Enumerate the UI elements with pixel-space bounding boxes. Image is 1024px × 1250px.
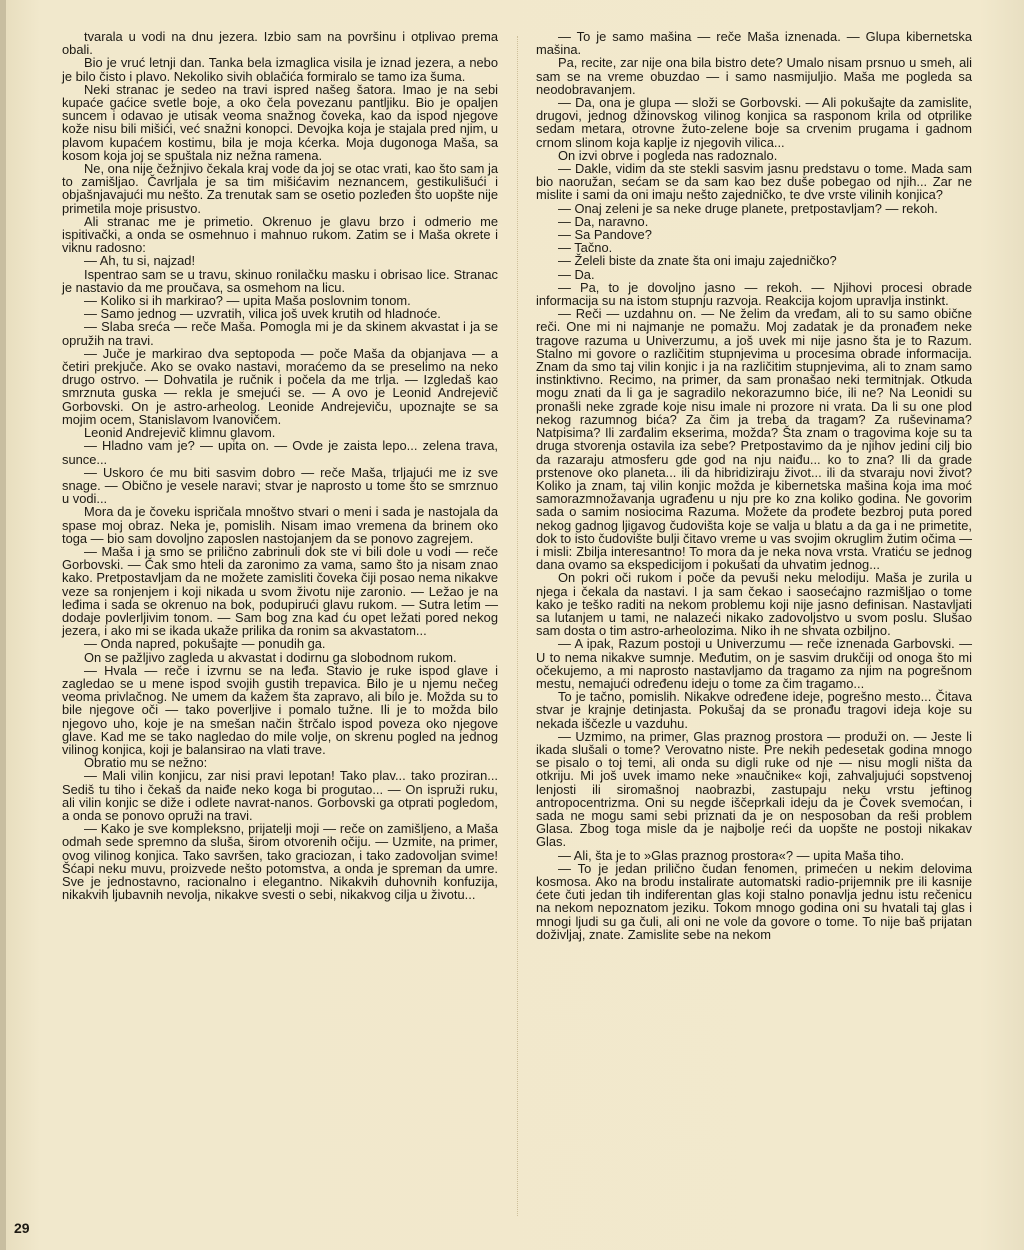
paragraph: — Ah, tu si, najzad! [84,253,196,269]
column-divider [517,36,518,1216]
paragraph: — Uzmimo, na primer, Glas praznog prostora — produži on. — Jeste li ikada slušali o tome? Verovatno niste. Pre nekih pedesetak godina mnogo se pisalo o toj temi, ali onda su digli ruke od nje — nisu mogli ništa da otkriju. Mi još uvek imamo neke »naučnike« koji, zahvaljujući sopstvenoj lenjosti ili siromašnoj naobrazbi, zastupaju neku vrstu jeftinog antropocentrizma. Oni su negde iščeprkali ideju da je Čovek svemoćan, i sada ne mogu sami sebi priznati da je on nesposoban da reši problem Glasa. Zbog toga misle da je najbolje reći da uopšte ne postoji nikakav Glas. [536,728,972,850]
paragraph: — Da. [558,266,595,282]
paragraph: — Koliko si ih markirao? — upita Maša poslovnim tonom. [84,293,411,309]
right-column [536,30,972,941]
paragraph: — Hvala — reče i izvrnu se na leđa. Stavio je ruke ispod glave i zagledao se u mene ispod svojih gustih trepavica. Bilo je u njemu nečeg veoma privlačnog. Ne umem da kažem šta zapravo, ali bilo je. Možda su to bile njegove oči — tako poverljive i pomalo tužne. Ili je to možda bilo njegovo uho, koje je na smešan način štrčalo ispod poveza oko njegove glave. Kad me se tako nagledao do mile volje, on skrenu pogled na jednog vilinog konjica, koji je balansirao na vlati trave. [62,662,498,757]
paragraph: tvarala u vodi na dnu jezera. Izbio sam na površinu i otplivao prema obali. [62,29,498,58]
paragraph: — Uskoro će mu biti sasvim dobro — reče Maša, trljajući me iz sve snage. — Obično je vesele naravi; stvar je naprosto u tome što se smrznuo u vodi... [62,464,498,507]
paragraph: — Samo jednog — uzvratih, vilica još uvek krutih od hladnoće. [84,306,441,322]
paragraph: — Pa, to je dovoljno jasno — rekoh. — Njihovi procesi obrade informacija su na istom stupnju razvoja. Reakcija kojom upravlja instinkt. [536,279,972,309]
paragraph: — To je jedan prilično čudan fenomen, primećen u nekim delovima kosmosa. Ako na brodu instalirate automatski radio-prijemnik pre ili kasnije ćete čuti jedan tih indiferentan glas koji stalno ponavlja jednu istu rečenicu na nekom nepoznatom jeziku. Tokom mnogo godina oni su hvatali taj glas i mnogi ljudi su ga čuli, ali oni ne vole da govore o tome. To nije baš prijatan doživljaj, znate. Zamislite sebe na nekom [536,860,972,942]
paragraph: — Juče je markirao dva septopoda — poče Maša da objanjava — a četiri prekjuče. Ako se ovako nastavi, moraćemo da se preselimo na neko drugo ostrvo. — Dohvatila je ručnik i počela da me trlja. — Izgledaš kao smrznuta guska — rekla je smejući se. — A ovo je Leonid Andrejevič Gorbovski. On je astro-arheolog. Leonide Andrejeviču, upoznajte se sa mojim ocem, Stanislavom Ivanovičem. [62,345,498,427]
paragraph: — A ipak, Razum postoji u Univerzumu — reče iznenada Garbovski. — U to nema nikakve sumnje. Međutim, on je sasvim drukčiji od onoga što mi očekujemo, a mi naprosto nastavljamo da tragamo za njim na pogrešnom mestu, nemajući određenu ideju o tome za čim tragamo... [536,636,972,691]
paragraph: Bio je vruć letnji dan. Tanka bela izmaglica visila je iznad jezera, a nebo je bilo čisto i plavo. Nekoliko sivih oblačića formiralo se tamo iza šuma. [62,55,498,84]
paragraph: — Maša i ja smo se prilično zabrinuli dok ste vi bili dole u vodi — reče Gorbovski. — Čak smo hteli da zaronimo za vama, samo što ja nisam znao kako. Pretpostavljam da ne možete zamisliti čoveka čiji posao nema nikakve veze sa ronjenjem i koji nikada u svom životu nije zaronio. — Ležao je na leđima i sada se okrenuo na bok, podupirući glavu rukom. — Sutra letim — dodaje povlerljivim tonom. — Sam bog zna kad ću opet ležati pored nekog jezera, i ako mi se ikada ukaže prilika da ronim sa akvastatom... [62,543,498,639]
left-column [62,30,498,901]
paragraph: Obratio mu se nežno: [84,755,208,771]
paragraph: — Ali, šta je to »Glas praznog prostora«? — upita Maša tiho. [558,847,905,863]
paragraph: To je tačno, pomislih. Nikakve određene ideje, pogrešno mesto... Čitava stvar je krajnje detinjasta. Pokušaj da se pronađu tragovi ideja koje su nekada iščezle u vazduhu. [536,689,972,731]
paragraph: Ne, ona nije čežnjivo čekala kraj vode da joj se otac vrati, kao što sam ja to zamišljao. Čavrljala je sa tim mišićavim neznancem, gestikulišući i objašnjavajući mu nešto. Za trenutak sam se osetio pozleđen što uopšte nije primetila moje prisustvo. [62,161,498,216]
paragraph: — Želeli biste da znate šta oni imaju zajedničko? [558,253,837,269]
paragraph: — Hladno vam je? — upita on. — Ovde je zaista lepo... zelena trava, sunce... [62,438,498,467]
paragraph: — Dakle, vidim da ste stekli sasvim jasnu predstavu o tome. Mada sam bio naoružan, sećam se da sam kao bez duše pobegao od njih... Zar ne mislite i sami da oni imaju nešto zajedničko, te dve vrste vilinih konjica? [536,161,972,203]
page-number: 29 [14,1220,30,1236]
paragraph: Ali stranac me je primetio. Okrenuo je glavu brzo i odmerio me ispitivački, a onda se osmehnuo i mahnuo rukom. Zatim se i Maša okrete i viknu radosno: [62,213,498,256]
paragraph: — Slaba sreća — reče Maša. Pomogla mi je da skinem akvastat i ja se opružih na travi. [62,319,498,348]
paragraph: — Da, naravno. [558,213,649,229]
paragraph: Pa, recite, zar nije ona bila bistro dete? Umalo nisam prsnuo u smeh, ali sam se na vreme obuzdao — i samo nasmijuljio. Maša me pogleda sa neodobravanjem. [536,55,972,97]
paragraph: — Sa Pandove? [558,227,652,243]
paragraph: — Mali vilin konjicu, zar nisi pravi lepotan! Tako plav... tako proziran... Sediš tu tiho i čekaš da naiđe neko koga bi progutao... — On ispruži ruku, ali vilin konjic se diže i odlete navrat-nanos. Gorbovski ga otprati pogledom, a onda se ponovo opruži na travi. [62,768,498,823]
paragraph: Neki stranac je sedeo na travi ispred našeg šatora. Imao je na sebi kupaće gaćice svetle boje, a oko čela povezanu pantljiku. Bio je opaljen suncem i odavao je utisak veoma snažnog čoveka, kao da ispod njegove kože nisu bili mišići, već snažni konopci. Devojka koja je stajala pred njim, u plavom kupaćem kostimu, bila je moja kćerka. Moja dugonoga Maša, sa kosom koja joj se spuštala niz nežna ramena. [62,81,498,163]
paragraph: Mora da je čoveku ispričala mnoštvo stvari o meni i sada je nastojala da spase moj obraz. Neka je, pomislih. Nisam imao vremena da brinem oko toga — bio sam dovoljno zaposlen nastojanjem da se ponovo zagrejem. [62,504,498,546]
paragraph: — Da, ona je glupa — složi se Gorbovski. — Ali pokušajte da zamislite, drugovi, jednog džinovskog vilinog konjica sa rasponom krila od otprilike sedam metara, otrovne žuto-zelene boje sa crvenim prugama i gadnom crnom slinom koja kaplje iz njegovih vilica... [536,95,972,150]
paragraph: — Reči — uzdahnu on. — Ne želim da vređam, ali to su samo obične reči. One mi ni najmanje ne pomažu. Moj zadatak je da pronađem neke tragove razuma u Univerzumu, a još uvek mi nije jasno šta je to Razum. Stalno mi govore o različitim stupnjevima u procesima obrade informacija. Znam da smo taj vilin konjic i ja na različitim stupnjevima, ali to znam samo instinktivno. Recimo, na primer, da sam pronašao neki termitnjak. Otkuda mogu znati da li ga je sagradilo nekorazumno biće, ili ne? Na Leonidi su pronašli neke zgrade koje nisu imale ni prozore ni vrata. Da li su one plod nekog razumnog bića? Za čim ja treba da tragam? Za ruševinama? Natpisima? Ili zarđalim ekserima, možda? Šta znam o tragovima koje su ta druga stvorenja ostavila iza sebe? Pretpostavimo da je njihov jedini cilj bio da razaraju atmosferu gde god na nju naiđu... ko to zna? Ili da grade prstenove oko planeta... ili da hibridiziraju život... ili da stvaraju novi život? Koliko ja znam, taj vilin konjic možda je kibernetska mašina koja ima moć samorazmnožavanja ugrađenu u nju pre ko zna koliko godina. Ne govorim sada o samim nosiocima Razuma. Možete da prođete bezbroj puta pored nekog gadnog ljigavog čudovišta koje se valja u blatu a da ga i ne primetite, dok to isto čudovište bulji čitavo vreme u vas svojim okruglim žutim očima — i misli: Zbilja interesantno! To mora da je neka nova vrsta. Vratiću se jednog dana ovamo sa ekspedicijom i pokušati da uhvatim jednog... [536,306,972,573]
paragraph: — To je samo mašina — reče Maša iznenada. — Glupa kibernetska mašina. [536,29,972,58]
paragraph: On se pažljivo zagleda u akvastat i dodirnu ga slobodnom rukom. [84,649,457,665]
paragraph: On pokri oči rukom i poče da pevuši neku melodiju. Maša je zurila u njega i čekala da nastavi. I ja sam čekao i saosećajno razmišljao o tome kako je teško raditi na nekom problemu koji nije jasno definisan. Nastavljati sa lutanjem u tami, ne nalazeći nikako zadovoljstvo u svom poslu. Slušao sam dosta o tim astro-arheolozima. Niko ih ne shvata ozbiljno. [536,570,972,639]
page-edge [0,0,6,1250]
paragraph: On izvi obrve i pogleda nas radoznalo. [558,147,778,163]
paragraph: Ispentrao sam se u travu, skinuo ronilačku masku i obrisao lice. Stranac je nastavio da me proučava, sa osmehom na licu. [62,266,498,295]
paragraph: — Kako je sve kompleksno, prijatelji moji — reče on zamišljeno, a Maša odmah sede spremno da sluša, širom otvorenih očiju. — Uzmite, na primer, ovog vilinog konjica. Tako savršen, tako graciozan, i tako zadovoljan svime! Šćapi neku muvu, proizvede nešto potomstva, a onda je spreman da umre. Sve je jednostavno, racionalno i elegantno. Nikakvih duhovnih konfuzija, nikakvih ljubavnih nevolja, nikakve svesti o sebi, nikakvog cilja u životu... [62,821,498,903]
paragraph: Leonid Andrejevič klimnu glavom. [84,425,276,441]
paragraph: — Tačno. [558,240,613,256]
paragraph: — Onda napred, pokušajte — ponudih ga. [84,636,326,652]
paragraph: — Onaj zeleni je sa neke druge planete, pretpostavljam? — rekoh. [558,200,938,216]
